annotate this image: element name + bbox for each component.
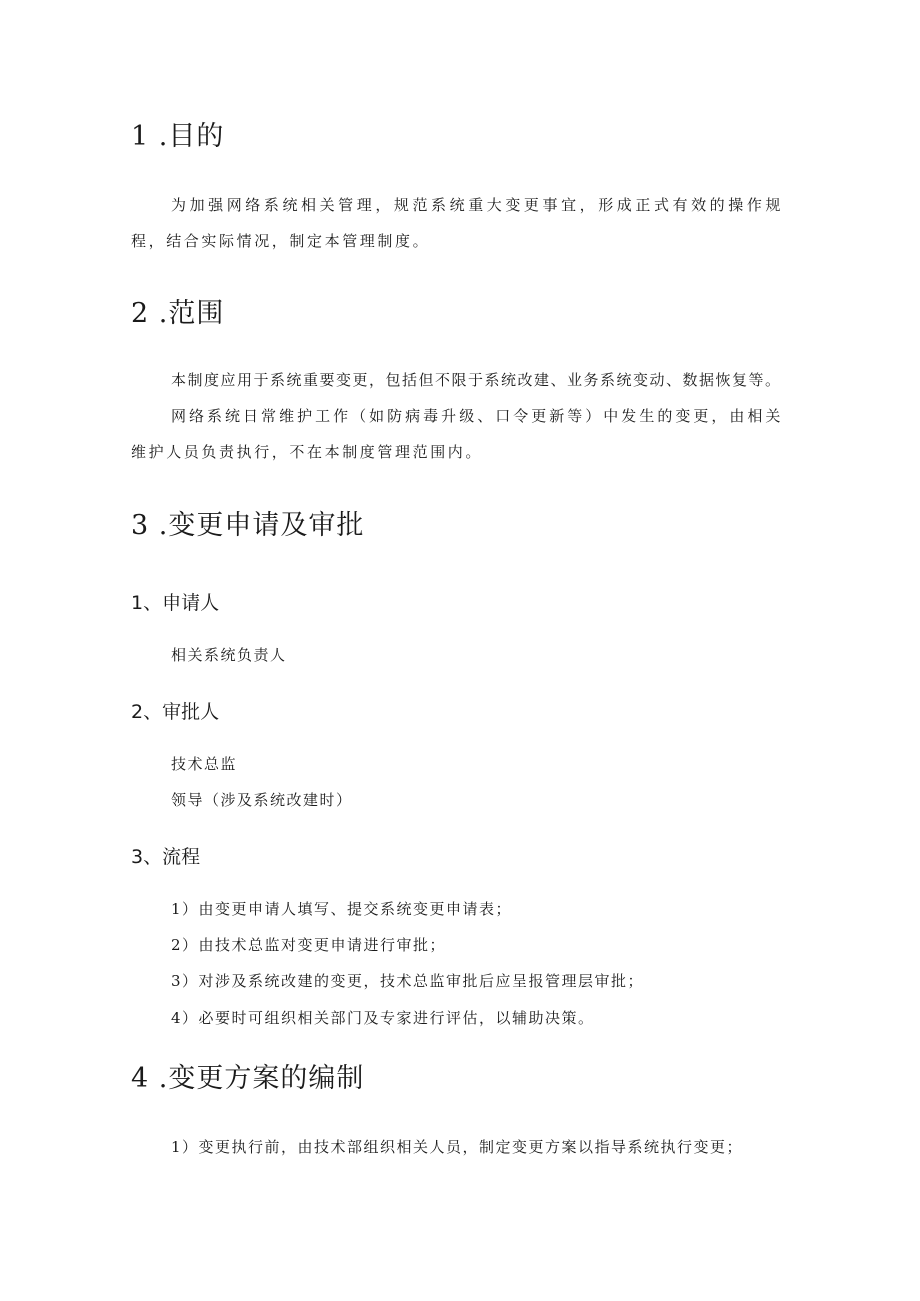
section-1-title: 1 .目的 (131, 121, 225, 152)
approver-line-1: 技术总监 (171, 755, 238, 773)
section-4-line-1: 1）变更执行前，由技术部组织相关人员，制定变更方案以指导系统执行变更； (171, 1138, 744, 1156)
applicant-line: 相关系统负责人 (171, 646, 287, 664)
process-step-3: 3）对涉及系统改建的变更，技术总监审批后应呈报管理层审批； (171, 972, 645, 990)
section-4-title: 4 .变更方案的编制 (131, 1063, 365, 1094)
section-2-paragraph-2: 网络系统日常维护工作（如防病毒升级、口令更新等）中发生的变更，由相关维护人员负责执行，不在本制度管理范围内。 (131, 407, 783, 461)
section-2-title: 2 .范围 (131, 298, 225, 329)
process-step-2: 2）由技术总监对变更申请进行审批； (171, 936, 447, 954)
process-step-1: 1）由变更申请人填写、提交系统变更申请表； (171, 900, 513, 918)
subsection-applicant-title: 1、申请人 (131, 592, 220, 614)
process-step-4: 4）必要时可组织相关部门及专家进行评估，以辅助决策。 (171, 1009, 595, 1027)
section-3-title: 3 .变更申请及审批 (131, 510, 365, 541)
subsection-process-title: 3、流程 (131, 846, 201, 868)
approver-line-2: 领导（涉及系统改建时） (171, 791, 353, 809)
subsection-approver-title: 2、审批人 (131, 701, 220, 723)
section-2-paragraph-1: 本制度应用于系统重要变更，包括但不限于系统改建、业务系统变动、数据恢复等。 (171, 371, 782, 389)
section-1-paragraph: 为加强网络系统相关管理，规范系统重大变更事宜，形成正式有效的操作规程，结合实际情况，制定本管理制度。 (131, 196, 783, 250)
